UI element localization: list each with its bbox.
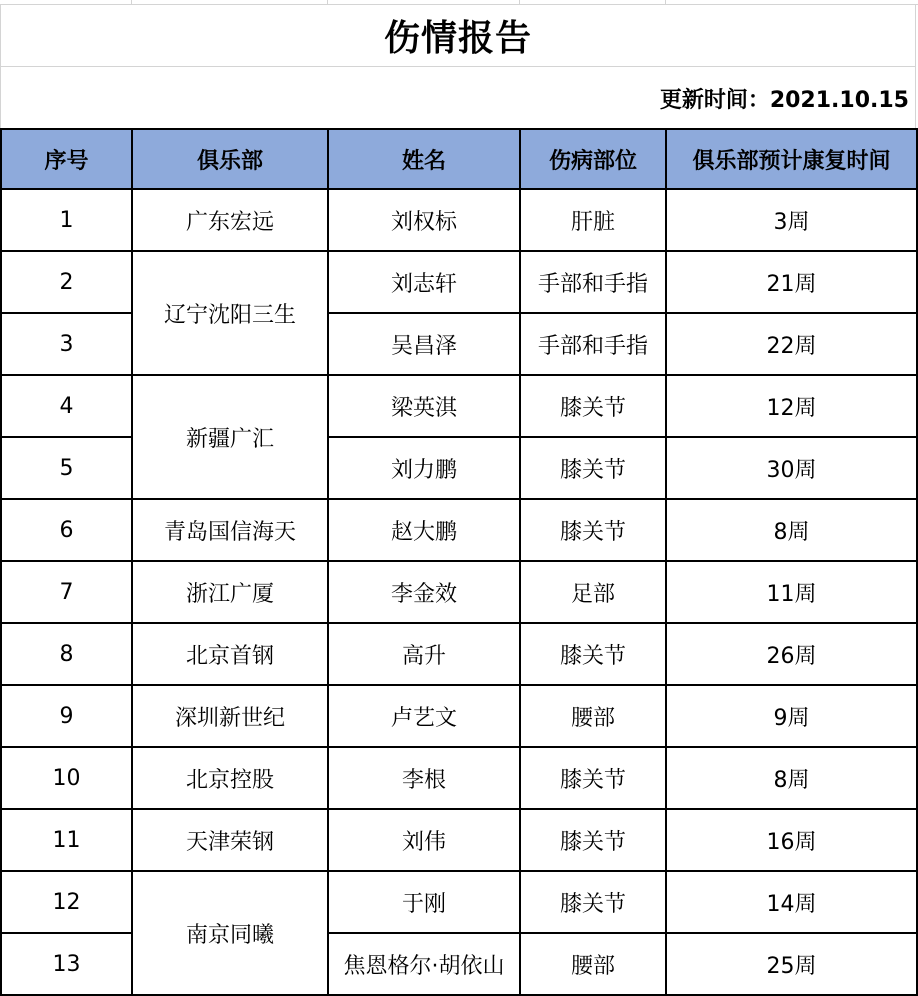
table-row xyxy=(1,561,917,623)
cell-name[interactable]: 李金效 xyxy=(328,561,520,623)
cell-recovery-time[interactable]: 14周 xyxy=(666,871,917,933)
table-row xyxy=(1,747,917,809)
cell-club[interactable]: 新疆广汇 xyxy=(132,375,328,499)
cell-club[interactable]: 天津荣钢 xyxy=(132,809,328,871)
cell-no[interactable]: 8 xyxy=(1,623,132,685)
cell-no[interactable]: 7 xyxy=(1,561,132,623)
table-row xyxy=(1,685,917,747)
cell-name[interactable]: 刘志轩 xyxy=(328,251,520,313)
table-body xyxy=(1,189,917,995)
cell-club[interactable]: 北京首钢 xyxy=(132,623,328,685)
cell-recovery-time[interactable]: 25周 xyxy=(666,933,917,995)
table-row xyxy=(1,189,917,251)
header-cell-injury-part[interactable]: 伤病部位 xyxy=(520,129,666,189)
cell-name[interactable]: 吴昌泽 xyxy=(328,313,520,375)
cell-no[interactable]: 11 xyxy=(1,809,132,871)
cell-injury-part[interactable]: 膝关节 xyxy=(520,871,666,933)
cell-recovery-time[interactable]: 9周 xyxy=(666,685,917,747)
cell-club[interactable]: 浙江广厦 xyxy=(132,561,328,623)
cell-name[interactable]: 赵大鹏 xyxy=(328,499,520,561)
header-row xyxy=(1,129,917,189)
cell-name[interactable]: 于刚 xyxy=(328,871,520,933)
cell-recovery-time[interactable]: 16周 xyxy=(666,809,917,871)
cell-name[interactable]: 刘权标 xyxy=(328,189,520,251)
cell-no[interactable]: 6 xyxy=(1,499,132,561)
cell-no[interactable]: 1 xyxy=(1,189,132,251)
cell-injury-part[interactable]: 足部 xyxy=(520,561,666,623)
cell-recovery-time[interactable]: 11周 xyxy=(666,561,917,623)
cell-name[interactable]: 卢艺文 xyxy=(328,685,520,747)
cell-injury-part[interactable]: 手部和手指 xyxy=(520,251,666,313)
report-title: 伤情报告 xyxy=(383,18,532,59)
header-cell-recovery-time[interactable]: 俱乐部预计康复时间 xyxy=(666,129,917,189)
cell-club[interactable]: 深圳新世纪 xyxy=(132,685,328,747)
cell-recovery-time[interactable]: 22周 xyxy=(666,313,917,375)
cell-no[interactable]: 2 xyxy=(1,251,132,313)
table-row xyxy=(1,499,917,561)
cell-no[interactable]: 10 xyxy=(1,747,132,809)
cell-recovery-time[interactable]: 26周 xyxy=(666,623,917,685)
cell-club[interactable]: 广东宏远 xyxy=(132,189,328,251)
cell-injury-part[interactable]: 腰部 xyxy=(520,933,666,995)
cell-injury-part[interactable]: 膝关节 xyxy=(520,499,666,561)
cell-injury-part[interactable]: 手部和手指 xyxy=(520,313,666,375)
cell-club[interactable]: 青岛国信海天 xyxy=(132,499,328,561)
cell-recovery-time[interactable]: 8周 xyxy=(666,747,917,809)
cell-name[interactable]: 李根 xyxy=(328,747,520,809)
cell-recovery-time[interactable]: 12周 xyxy=(666,375,917,437)
cell-no[interactable]: 4 xyxy=(1,375,132,437)
cell-name[interactable]: 刘力鹏 xyxy=(328,437,520,499)
table-row xyxy=(1,251,917,313)
header-cell-no[interactable]: 序号 xyxy=(1,129,132,189)
cell-recovery-time[interactable]: 8周 xyxy=(666,499,917,561)
update-time-cell[interactable] xyxy=(0,67,916,129)
cell-club[interactable]: 北京控股 xyxy=(132,747,328,809)
cell-injury-part[interactable]: 膝关节 xyxy=(520,747,666,809)
cell-name[interactable]: 焦恩格尔·胡依山 xyxy=(328,933,520,995)
table-row xyxy=(1,871,917,933)
cell-injury-part[interactable]: 膝关节 xyxy=(520,809,666,871)
cell-no[interactable]: 5 xyxy=(1,437,132,499)
injury-table xyxy=(0,128,918,996)
cell-recovery-time[interactable]: 21周 xyxy=(666,251,917,313)
cell-recovery-time[interactable]: 3周 xyxy=(666,189,917,251)
table-row xyxy=(1,375,917,437)
cell-injury-part[interactable]: 膝关节 xyxy=(520,375,666,437)
cell-recovery-time[interactable]: 30周 xyxy=(666,437,917,499)
cell-name[interactable]: 梁英淇 xyxy=(328,375,520,437)
header-cell-name[interactable]: 姓名 xyxy=(328,129,520,189)
header-cell-club[interactable]: 俱乐部 xyxy=(132,129,328,189)
cell-no[interactable]: 9 xyxy=(1,685,132,747)
cell-no[interactable]: 3 xyxy=(1,313,132,375)
cell-club[interactable]: 南京同曦 xyxy=(132,871,328,995)
cell-injury-part[interactable]: 膝关节 xyxy=(520,437,666,499)
cell-injury-part[interactable]: 膝关节 xyxy=(520,623,666,685)
table-row xyxy=(1,623,917,685)
cell-no[interactable]: 13 xyxy=(1,933,132,995)
cell-club[interactable]: 辽宁沈阳三生 xyxy=(132,251,328,375)
cell-injury-part[interactable]: 腰部 xyxy=(520,685,666,747)
cell-name[interactable]: 刘伟 xyxy=(328,809,520,871)
cell-no[interactable]: 12 xyxy=(1,871,132,933)
title-cell[interactable] xyxy=(0,5,916,67)
cell-name[interactable]: 高升 xyxy=(328,623,520,685)
update-time-label: 更新时间：2021.10.15 xyxy=(659,87,909,113)
table-row xyxy=(1,809,917,871)
cell-injury-part[interactable]: 肝脏 xyxy=(520,189,666,251)
